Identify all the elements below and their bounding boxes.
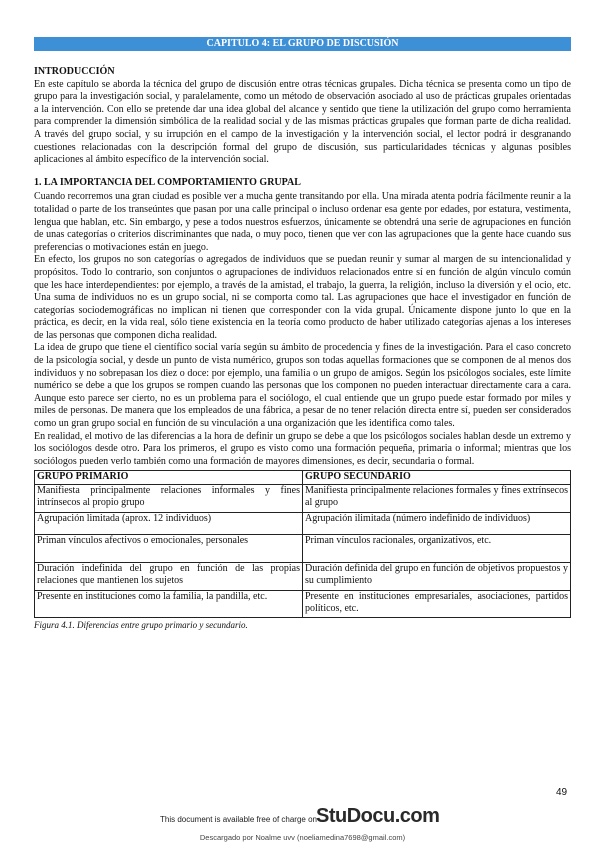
table-cell: Agrupación limitada (aprox. 12 individuos) — [35, 512, 303, 534]
page-number: 49 — [556, 787, 568, 798]
table-cell: Manifiesta principalmente relaciones informales y fines intrínsecos al propio grupo — [35, 484, 303, 512]
intro-heading: INTRODUCCIÓN — [34, 66, 115, 77]
table-header-cell: GRUPO SECUNDARIO — [303, 471, 571, 484]
section-heading: 1. LA IMPORTANCIA DEL COMPORTAMIENTO GRUPAL — [34, 176, 301, 188]
table-cell: Presente en instituciones como la familia, la pandilla, etc. — [35, 590, 303, 617]
table-cell: Priman vínculos afectivos o emocionales, personales — [35, 534, 303, 562]
table-cell: Manifiesta principalmente relaciones formales y fines extrínsecos al grupo — [303, 484, 571, 512]
table-cell: Presente en instituciones empresariales, asociaciones, partidos políticos, etc. — [303, 590, 571, 617]
download-note: Descargado por Noalme uvv (noeliamedina7698@gmail.com) — [199, 833, 406, 842]
document-body — [34, 62, 571, 631]
table-header-cell: GRUPO PRIMARIO — [35, 471, 303, 484]
figure-caption: Figura 4.1. Diferencias entre grupo primario y secundario. — [34, 619, 248, 630]
table-cell: Priman vínculos racionales, organizativos, etc. — [303, 534, 571, 562]
studocu-logo[interactable]: StuDocu.com — [316, 805, 440, 827]
section-paragraph: En efecto, los grupos no son categorías o agregados de individuos que se puedan reunir y sumar al margen de su intencionalidad y propósitos. Todo lo contrario, son conjuntos o agrupaciones de individuos relacionados entre sí en función de algún vínculo común que les hace interdependientes: por ejemplo, a través de la amistad, el trabajo, la guerra, la religión, incluso la diversión y el ocio, etc. Una suma de individuos no es un grupo social, ni se comporta como tal. Las agrupaciones que hace el investigador en función de categorías sociodemográficas no implican ni tienen que corresponder con la vida grupal. Únicamente dispone junto lo que en la práctica, es decir, en la vida real, sólo tiene existencia en la teoría como producto de haber utilizado categorías ajenas a los intereses de las personas que componen dicha realidad. — [34, 254, 571, 341]
table-cell: Duración definida del grupo en función de objetivos propuestos y su cumplimiento — [303, 562, 571, 590]
intro-paragraph: En este capítulo se aborda la técnica del grupo de discusión entre otras técnicas grupales. Dicha técnica se presenta como un tipo de grupo para la investigación social, y paralelamente, como un método de observación asociado al uso de prácticas grupales orientadas a la intervención. Con ello se pretende dar una idea global del alcance y sentido que tiene la utilización del grupo como herramienta para comprender la dimensión simbólica de la realidad social y de las mismas prácticas grupales que forman parte de dicha realidad. A través del grupo social, y su irrupción en el campo de la investigación y la intervención social, el lector podrá ir desgranando cuestiones relacionadas con la descripción formal del grupo de discusión, sus particularidades técnicas y algunas posibles aplicaciones al ámbito específico de la intervención social. — [34, 78, 571, 166]
chapter-title-bar: CAPITULO 4: EL GRUPO DE DISCUSIÓN — [34, 37, 571, 51]
table-row — [35, 534, 571, 562]
table-row — [35, 562, 571, 590]
table-row — [35, 590, 571, 617]
availability-note: This document is available free of charge on — [160, 815, 317, 824]
section-paragraph: En realidad, el motivo de las diferencias a la hora de definir un grupo se debe a que los psicólogos sociales hablan desde un extremo y los sociólogos desde otro. Para los primeros, el grupo es visto como una formación pequeña, primaria o informal; mientras que los sociólogos pueden verlo también como una formación de mayores dimensiones, es decir, secundaria o formal. — [34, 430, 571, 467]
section-paragraph: La idea de grupo que tiene el científico social varía según su ámbito de procedencia y fines de la investigación. Para el caso concreto de la psicología social, y desde un punto de vista numérico, grupos son todas aquellas formaciones que se componen de al menos dos individuos y no sobrepasan los diez o doce: por ejemplo, una familia o un grupo de amigos. Según los psicólogos sociales, este límite numérico se debe a que los grupos se rompen cuando las personas que los componen no pueden interactuar directamente cara a cara. Aunque esto parece ser cierto, no es un problema para el sociólogo, el cual entiende que un grupo puede estar formado por miles y miles de personas. De manera que los empleados de una fábrica, a pesar de no tener relación directa entre sí, pueden ser considerados como un gran grupo social en función de su vinculación a una organización que les identifica como tales. — [34, 342, 571, 430]
section-paragraph: Cuando recorremos una gran ciudad es posible ver a mucha gente transitando por ella. Una mirada atenta podría fácilmente reunir a la totalidad o parte de los transeúntes que pasan por una calle principal o incluso ordenar esa gente por edades, por estatura, vestimenta, lengua que hablan, etc. Sin embargo, y pese a todos nuestros esfuerzos, únicamente se obtendrá una serie de agrupaciones en función de unas categorías o criterios discriminantes que nada, o muy poco, tienen que ver con las agrupaciones que la gente hace cuando sus preferencias o motivaciones están en juego. — [34, 191, 571, 253]
table-header-row — [35, 471, 571, 484]
footer-banner — [0, 805, 605, 829]
table-row — [35, 512, 571, 534]
table-cell: Agrupación ilimitada (número indefinido de individuos) — [303, 512, 571, 534]
comparison-table — [34, 470, 571, 617]
table-cell: Duración indefinida del grupo en función de las propias relaciones que mantienen los sujetos — [35, 562, 303, 590]
table-row — [35, 484, 571, 512]
